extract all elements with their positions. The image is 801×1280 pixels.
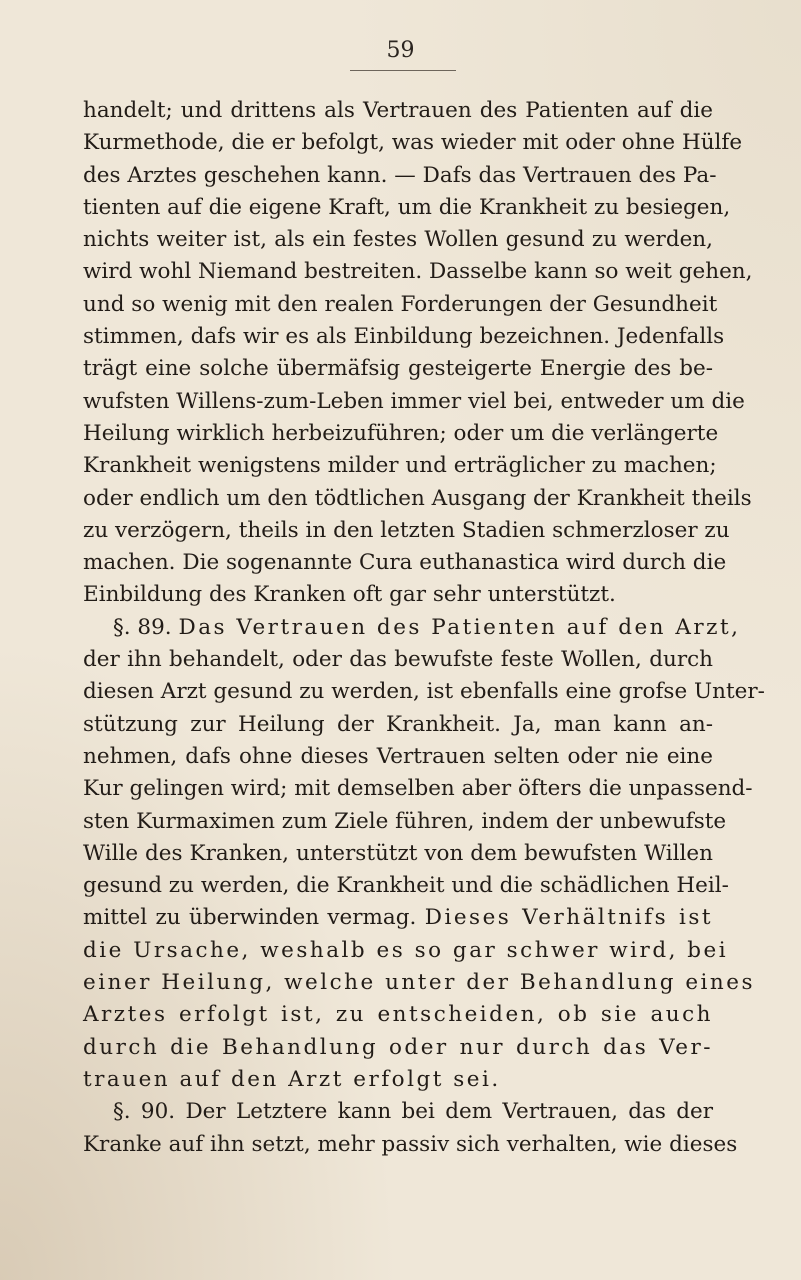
emphasized-line: die Ursache, weshalb es so gar schwer wird, bei — [83, 937, 729, 963]
text-line: oder endlich um den tödtlichen Ausgang der Krankheit theils — [83, 485, 752, 511]
text-line: Kurmethode, die er befolgt, was wieder mit oder ohne Hülfe — [83, 130, 743, 156]
section-90-label: §. 90. — [113, 1099, 176, 1125]
section-90-first-line — [83, 1096, 713, 1128]
header-rule — [350, 70, 456, 71]
body-text — [83, 95, 765, 1161]
text-line: Einbildung des Kranken oft gar sehr unterstützt. — [83, 582, 616, 608]
emphasized-text: Dieses Verhältnifs ist — [424, 905, 714, 931]
text-line: wird wohl Niemand bestreiten. Dasselbe kann so weit gehen, — [83, 259, 753, 285]
text-line: der ihn behandelt, oder das bewufste feste Wollen, durch — [83, 647, 713, 673]
text-line: zu verzögern, theils in den letzten Stadien schmerzloser zu — [83, 517, 730, 543]
text-run: mittel zu überwinden vermag. — [83, 905, 417, 931]
text-line: wufsten Willens-zum-Leben immer viel bei, entweder um die — [83, 388, 745, 414]
emphasized-line: Arztes erfolgt ist, zu entscheiden, ob sie auch — [83, 1002, 713, 1028]
text-line: und so wenig mit den realen Forderungen der Gesundheit — [83, 291, 718, 317]
page-number: 59 — [386, 38, 415, 63]
mixed-emphasis-line — [83, 902, 713, 934]
text-line: Kur gelingen wird; mit demselben aber öfters die unpassend- — [83, 776, 753, 802]
text-line: trägt eine solche übermäfsig gesteigerte Energie des be- — [83, 356, 713, 382]
text-line: Krankheit wenigstens milder und erträglicher zu machen; — [83, 453, 717, 479]
text-line: tienten auf die eigene Kraft, um die Krankheit zu besiegen, — [83, 194, 731, 220]
text-line: des Arztes geschehen kann. — Dafs das Vertrauen des Pa- — [83, 162, 717, 188]
text-line: nehmen, dafs ohne dieses Vertrauen selten oder nie eine — [83, 743, 713, 769]
text-line: nichts weiter ist, als ein festes Wollen gesund zu werden, — [83, 227, 713, 253]
text-run: Der Letztere kann bei dem Vertrauen, das der — [185, 1099, 713, 1125]
emphasized-line: durch die Behandlung oder nur durch das Ver- — [83, 1034, 713, 1060]
emphasized-line: einer Heilung, welche unter der Behandlung eines — [83, 970, 756, 996]
text-line: diesen Arzt gesund zu werden, ist ebenfalls eine grofse Unter- — [83, 679, 765, 705]
text-line: Heilung wirklich herbeizuführen; oder um die verlängerte — [83, 420, 719, 446]
text-line: sten Kurmaximen zum Ziele führen, indem der unbewufste — [83, 808, 727, 834]
text-line: stimmen, dafs wir es als Einbildung bezeichnen. Jedenfalls — [83, 324, 725, 350]
text-line: machen. Die sogenannte Cura euthanastica wird durch die — [83, 550, 727, 576]
text-line: handelt; und drittens als Vertrauen des Patienten auf die — [83, 98, 713, 123]
section-89-label: §. 89. — [113, 614, 172, 640]
text-line: Wille des Kranken, unterstützt von dem bewufsten Willen — [83, 840, 713, 866]
text-line: Kranke auf ihn setzt, mehr passiv sich verhalten, wie dieses — [83, 1131, 738, 1157]
text-line: stützung zur Heilung der Krankheit. Ja, man kann an- — [83, 711, 713, 737]
section-89-heading: Das Vertrauen des Patienten auf den Arzt, — [178, 614, 741, 640]
section-89-first-line — [83, 612, 741, 644]
text-line: gesund zu werden, die Krankheit und die schädlichen Heil- — [83, 873, 729, 899]
emphasized-line: trauen auf den Arzt erfolgt sei. — [83, 1066, 501, 1092]
